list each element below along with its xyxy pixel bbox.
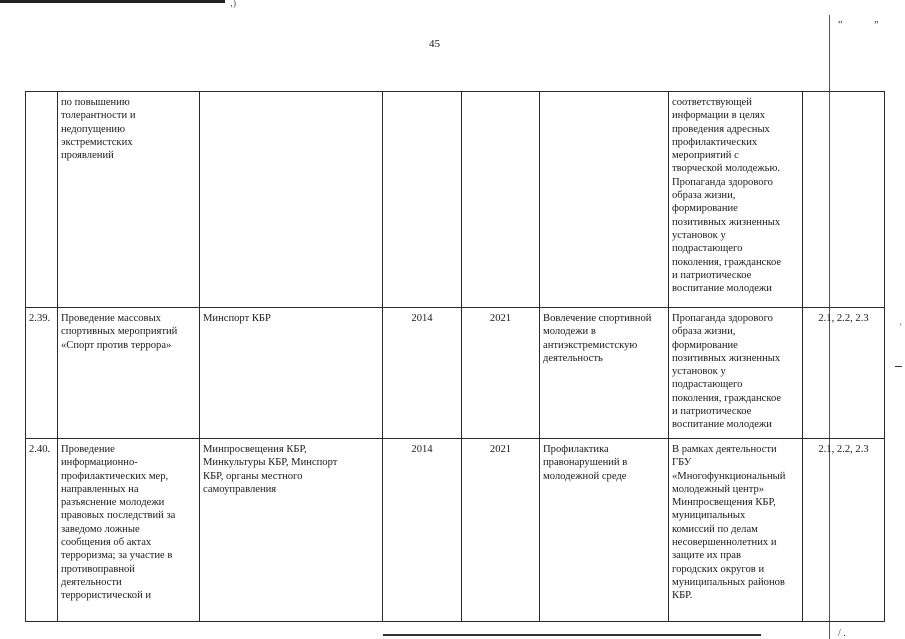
scan-artifact-tick: ' <box>900 322 902 332</box>
event-cell: Проведение массовых спортивных мероприятий «Спорт против террора» <box>58 308 200 439</box>
row-number <box>26 92 58 308</box>
note-cell: В рамках деятельности ГБУ «Многофункциональный молодежный центр» Минпросвещения КБР, муниципальных комиссий по делам несовершеннолетних и защите их прав городских округов и муниципальных районов КБР. <box>669 439 803 622</box>
scan-artifact-quote: „ <box>838 14 843 25</box>
scan-artifact-bottom-line <box>383 634 761 636</box>
scan-artifact-quote: „ <box>874 14 879 25</box>
table-row <box>26 439 885 622</box>
scan-artifact-top-line <box>0 0 225 3</box>
executors-cell <box>200 92 383 308</box>
table-row <box>26 308 885 439</box>
refs-cell: 2.1, 2.2, 2.3 <box>803 439 885 622</box>
refs-cell: 2.1, 2.2, 2.3 <box>803 308 885 439</box>
executors-cell: Минспорт КБР <box>200 308 383 439</box>
note-cell: Пропаганда здорового образа жизни, формирование позитивных жизненных установок у подрастающего поколения, гражданское и патриотическое воспитание молодежи <box>669 308 803 439</box>
measures-table <box>25 91 885 622</box>
executors-cell: Минпросвещения КБР, Минкультуры КБР, Минспорт КБР, органы местного самоуправления <box>200 439 383 622</box>
scan-artifact-corner-mark: / . <box>838 628 846 639</box>
scan-artifact-dash <box>895 366 902 367</box>
scan-artifact-top-mark: ‚) <box>230 0 236 8</box>
row-number: 2.39. <box>26 308 58 439</box>
row-number: 2.40. <box>26 439 58 622</box>
event-cell: по повышению толерантности и недопущению экстремистских проявлений <box>58 92 200 308</box>
result-cell: Вовлечение спортивной молодежи в антиэкстремистскую деятельность <box>540 308 669 439</box>
event-cell: Проведение информационно- профилактических мер, направленных на разъяснение молодежи правовых последствий за заведомо ложные сообщения об актах терроризма; за участие в противоправной деятельности террористической и <box>58 439 200 622</box>
result-cell: Профилактика правонарушений в молодежной среде <box>540 439 669 622</box>
end-year-cell <box>462 92 540 308</box>
end-year-cell: 2021 <box>462 439 540 622</box>
table-row <box>26 92 885 308</box>
end-year-cell: 2021 <box>462 308 540 439</box>
page-number: 45 <box>429 38 440 50</box>
refs-cell <box>803 92 885 308</box>
start-year-cell: 2014 <box>383 439 462 622</box>
result-cell <box>540 92 669 308</box>
start-year-cell <box>383 92 462 308</box>
start-year-cell: 2014 <box>383 308 462 439</box>
note-cell: соответствующей информации в целях проведения адресных профилактических мероприятий с творческой молодежью. Пропаганда здорового образа жизни, формирование позитивных жизненных установок у подрастающего поколения, гражданское и патриотическое воспитание молодежи <box>669 92 803 308</box>
